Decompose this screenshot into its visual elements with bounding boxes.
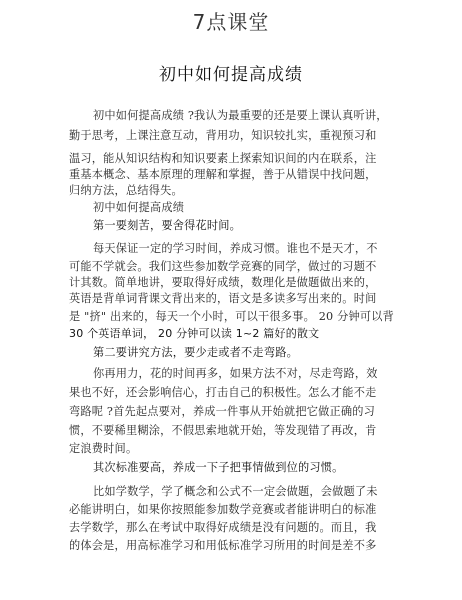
section-heading: 第一要刻苦，要舍得花时间。 (93, 219, 242, 232)
body-line: 勤于思考，上课注意互动，背用功，知识较扎实，重视预习和 (69, 129, 377, 142)
document-title: 初中如何提高成绩 (159, 65, 303, 85)
body-line: 温习，能从知识结构和知识要素上探索知识间的内在联系，注 (69, 152, 377, 165)
body-line: 必能讲明白，如果你按照能参加数学竞赛或者能讲明白的标准 (69, 503, 377, 516)
body-line: 是 "挤" 出来的，每天一个小时，可以干很多事。 20 分钟可以背 (69, 310, 395, 323)
section-heading: 第二要讲究方法，要少走或者不走弯路。 (93, 346, 298, 359)
body-line: 每天保证一定的学习时间，养成习惯。谁也不是天才，不 (93, 242, 378, 255)
body-line: 英语是背单词背课文背出来的，语文是多读多写出来的。时间 (69, 292, 377, 305)
body-line: 计其数。简单地讲，要取得好成绩，数理化是做题做出来的， (69, 276, 377, 289)
body-line: 你再用力，花的时间再多，如果方法不对，尽走弯路，效 (93, 367, 378, 380)
body-line: 30 个英语单词， 20 分钟可以读 1~2 篇好的散文 (69, 327, 320, 340)
body-line: 初中如何提高成绩 ?我认为最重要的还是要上课认真听讲， (93, 109, 388, 122)
section-heading: 初中如何提高成绩 (93, 201, 185, 214)
body-line: 归纳方法，总结得失。 (69, 184, 183, 197)
body-line: 弯路呢 ?首先起点要对，养成一件事从开始就把它做正确的习 (69, 405, 376, 418)
body-line: 惯，不要稀里糊涂，不假思索地就开始，等发现错了再改，肯 (69, 424, 377, 437)
header-label: 7点课堂 (192, 10, 270, 34)
section-heading: 其次标准要高，养成一下子把事情做到位的习惯。 (93, 461, 344, 474)
body-line: 果也不好，还会影响信心，打击自己的积极性。怎么才能不走 (69, 386, 377, 399)
body-line: 的体会是，用高标准学习和用低标准学习所用的时间是差不多 (69, 539, 377, 552)
body-line: 可能不学就会。我们这些参加数学竞赛的同学，做过的习题不 (69, 260, 377, 273)
body-line: 去学数学，那么在考试中取得好成绩是没有问题的。而且，我 (69, 521, 377, 534)
body-line: 重基本概念、基本原理的理解和掌握，善于从错误中找问题， (69, 168, 377, 181)
body-line: 比如学数学，学了概念和公式不一定会做题，会做题了未 (93, 485, 378, 498)
body-line: 定浪费时间。 (69, 442, 138, 455)
